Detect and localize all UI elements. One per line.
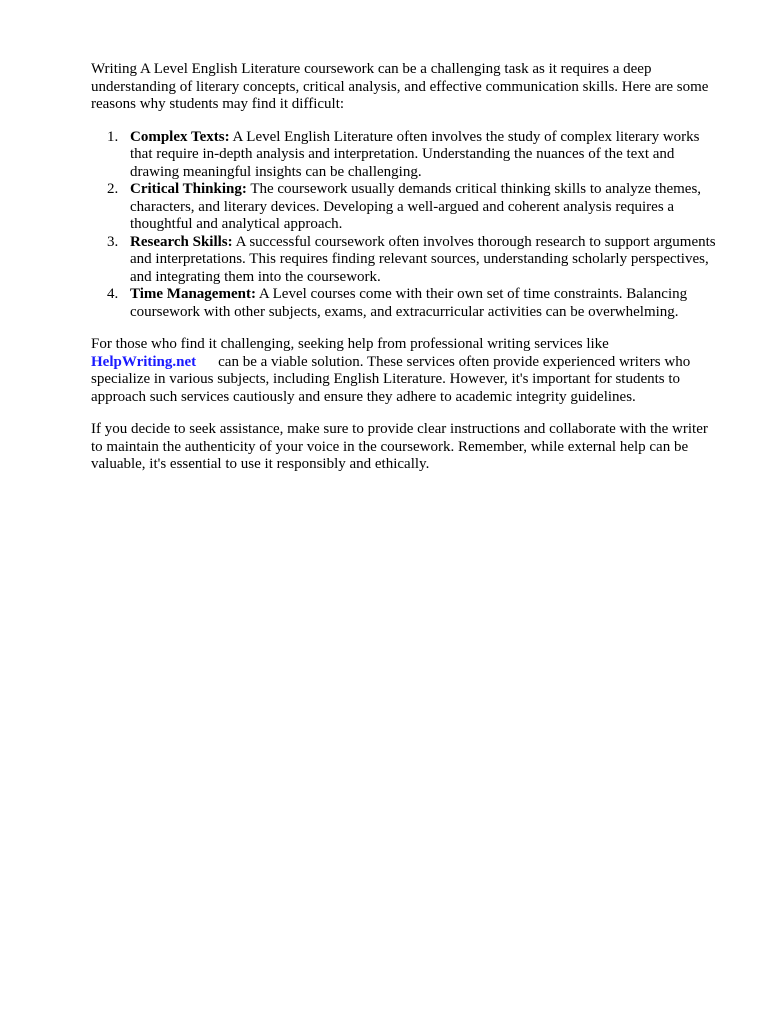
reasons-list — [91, 129, 721, 322]
help-lead: For those who find it challenging, seeking help from professional writing services like — [91, 336, 609, 352]
list-term: Research Skills: — [130, 233, 233, 250]
help-rest: can be a viable solution. These services often provide experienced writers who specialize in various subjects, including English Literature. However, it's important for students to approach such services cautiously and ensure they adhere to academic integrity guidelines. — [91, 353, 691, 405]
list-item — [91, 129, 721, 182]
list-text: A Level courses come with their own set of time constraints. Balancing coursework with other subjects, exams, and extracurricular activities can be overwhelming. — [130, 286, 688, 320]
list-item — [91, 234, 721, 287]
list-number: 2. — [107, 181, 119, 197]
helpwriting-link[interactable]: HelpWriting.net — [91, 353, 197, 370]
list-item — [91, 181, 721, 234]
help-paragraph — [91, 336, 721, 406]
list-text: A Level English Literature often involves the study of complex literary works that require in-depth analysis and interpretation. Understanding the nuances of the text and drawing meaningful insights can be challenging. — [130, 128, 700, 180]
document-body — [91, 61, 721, 489]
list-number: 3. — [107, 233, 119, 250]
list-term: Complex Texts: — [130, 128, 230, 145]
list-number: 4. — [107, 286, 119, 302]
list-term: Time Management: — [130, 286, 256, 302]
list-number: 1. — [107, 128, 119, 145]
list-term: Critical Thinking: — [130, 181, 247, 197]
intro-paragraph: Writing A Level English Literature coursework can be a challenging task as it requires a deep understanding of literary concepts, critical analysis, and effective communication skills. Here are some reasons why students may find it difficult: — [91, 61, 709, 112]
list-text: A successful coursework often involves thorough research to support arguments and interpretations. This requires finding relevant sources, understanding scholarly perspectives, and integrating them into the coursework. — [130, 233, 716, 285]
closing-paragraph: If you decide to seek assistance, make sure to provide clear instructions and collaborate with the writer to maintain the authenticity of your voice in the coursework. Remember, while external help can be valuable, it's essential to use it responsibly and ethically. — [91, 421, 708, 472]
list-item — [91, 286, 721, 321]
list-text: The coursework usually demands critical thinking skills to analyze themes, characters, and literary devices. Developing a well-argued and coherent analysis requires a thoughtful and analytical approach. — [130, 181, 702, 232]
